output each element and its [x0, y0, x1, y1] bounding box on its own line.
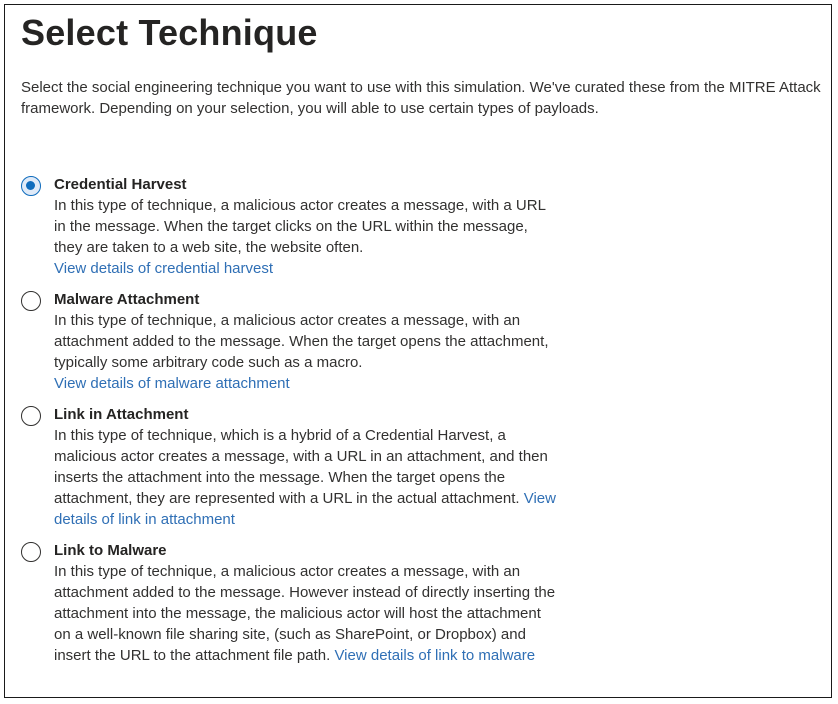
option-credential-harvest [19, 175, 559, 279]
technique-radio-group [19, 175, 559, 677]
option-malware-attachment [19, 290, 559, 394]
view-details-credential-harvest-link[interactable]: View details of credential harvest [54, 260, 274, 277]
option-label[interactable]: Link to Malware [54, 542, 167, 559]
view-details-link-to-malware-link[interactable]: View details of link to malware [334, 647, 536, 664]
option-description [54, 195, 559, 279]
radio-link-in-attachment[interactable] [21, 406, 41, 426]
option-description [54, 425, 559, 530]
option-link-to-malware [19, 541, 559, 666]
option-description-text: In this type of technique, a malicious actor creates a message, with an attachment added to the message. However instead of directly inserting the attachment into the message, the malicious actor will host the attachment on a well-known file sharing site, (such as SharePoint, or Dropbox) and insert the URL to the attachment file path. [54, 563, 556, 664]
option-link-in-attachment [19, 405, 559, 530]
radio-malware-attachment[interactable] [21, 291, 41, 311]
option-description-text: In this type of technique, a malicious actor creates a message, with an attachment added to the message. When the target opens the attachment, typically some arbitrary code such as a macro. [54, 312, 549, 371]
option-label[interactable]: Credential Harvest [54, 176, 187, 193]
option-label[interactable]: Link in Attachment [54, 406, 189, 423]
view-details-malware-attachment-link[interactable]: View details of malware attachment [54, 375, 290, 392]
option-description [54, 561, 559, 666]
page-description: Select the social engineering technique you want to use with this simulation. We've curated these from the MITRE Attack framework. Depending on your selection, you will able to use certain types of payloads. [21, 79, 821, 117]
option-description-text: In this type of technique, a malicious actor creates a message, with a URL in the message. When the target clicks on the URL within the message, they are taken to a web site, the website often. [54, 197, 546, 256]
page-title: Select Technique [21, 12, 318, 53]
radio-link-to-malware[interactable] [21, 542, 41, 562]
radio-credential-harvest[interactable] [21, 176, 41, 196]
view-details-link-in-attachment-link[interactable]: View details of link in attachment [54, 490, 556, 528]
option-description-text: In this type of technique, which is a hybrid of a Credential Harvest, a malicious actor creates a message, with a URL in an attachment, and then inserts the attachment into the message. When the target opens the attachment, they are represented with a URL in the actual attachment. [54, 427, 548, 507]
option-label[interactable]: Malware Attachment [54, 291, 200, 308]
technique-panel [4, 4, 832, 698]
option-description [54, 310, 559, 394]
